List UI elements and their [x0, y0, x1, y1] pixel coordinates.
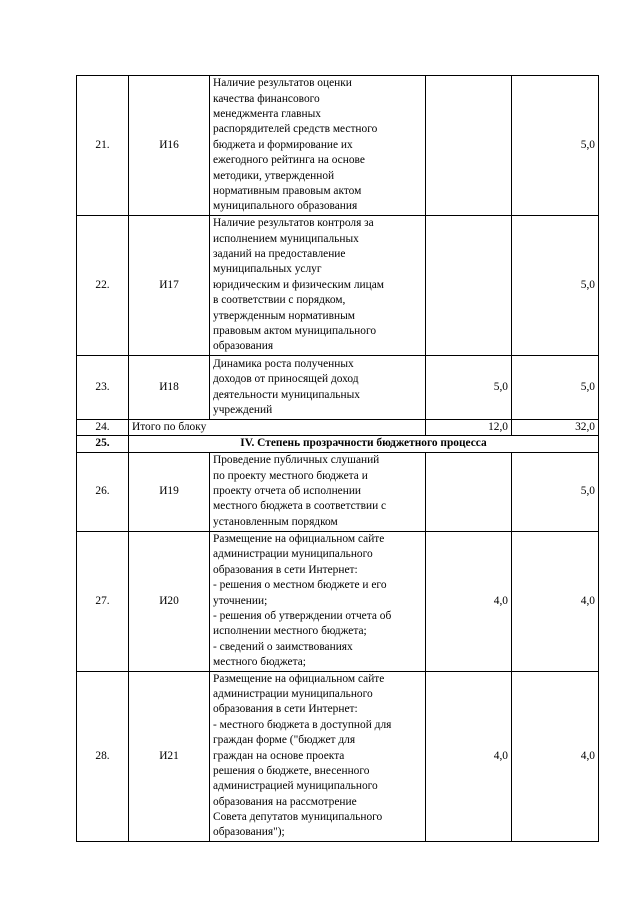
description-line: граждан форме ("бюджет для	[213, 734, 356, 747]
row-number: 24.	[77, 420, 129, 436]
description-line: деятельности муниципальных	[213, 388, 360, 401]
description-line: утвержденным нормативным	[213, 309, 355, 322]
value-col-1: 12,0	[426, 420, 512, 436]
description-line: исполнении местного бюджета;	[213, 625, 367, 638]
value-col-2: 32,0	[512, 420, 599, 436]
indicator-description	[210, 356, 426, 420]
indicator-code: И21	[129, 671, 210, 841]
description-line: Наличие результатов оценки	[213, 77, 352, 90]
row-number: 26.	[77, 452, 129, 531]
description-line: местного бюджета;	[213, 655, 306, 668]
indicator-description	[210, 76, 426, 216]
indicator-code: И18	[129, 356, 210, 420]
table-row	[77, 76, 599, 216]
description-line: образования	[213, 340, 274, 353]
description-line: методики, утвержденной	[213, 169, 335, 182]
table-row	[77, 531, 599, 671]
value-col-2: 5,0	[512, 76, 599, 216]
description-line: местного бюджета в соответствии с	[213, 500, 387, 513]
table-row	[77, 356, 599, 420]
indicator-description	[210, 216, 426, 356]
description-line: по проекту местного бюджета и	[213, 469, 368, 482]
description-line: администрации муниципального	[213, 548, 373, 561]
total-row	[77, 420, 599, 436]
description-line: - решения о местном бюджете и его	[213, 579, 387, 592]
description-line: распорядителей средств местного	[213, 123, 378, 136]
description-line: качества финансового	[213, 92, 320, 105]
description-line: граждан на основе проекта	[213, 749, 345, 762]
description-line: - местного бюджета в доступной для	[213, 718, 392, 731]
description-line: Размещение на официальном сайте	[213, 672, 385, 685]
description-line: правовым актом муниципального	[213, 324, 377, 337]
description-line: в соответствии с порядком,	[213, 294, 346, 307]
indicator-code: И19	[129, 452, 210, 531]
description-line: исполнением муниципальных	[213, 232, 359, 245]
indicator-table	[76, 75, 599, 842]
row-number: 27.	[77, 531, 129, 671]
description-line: нормативным правовым актом	[213, 184, 362, 197]
value-col-2: 5,0	[512, 216, 599, 356]
row-number: 21.	[77, 76, 129, 216]
description-line: - решения об утверждении отчета об	[213, 609, 392, 622]
description-line: Динамика роста полученных	[213, 357, 354, 370]
indicator-description	[210, 452, 426, 531]
table-row	[77, 216, 599, 356]
description-line: установленным порядком	[213, 515, 338, 528]
description-line: администрацией муниципального	[213, 780, 378, 793]
value-col-1: 5,0	[426, 356, 512, 420]
description-line: Наличие результатов контроля за	[213, 217, 374, 230]
value-col-1	[426, 452, 512, 531]
description-line: юридическим и физическим лицам	[213, 278, 384, 291]
indicator-code: И20	[129, 531, 210, 671]
indicator-description	[210, 531, 426, 671]
row-number: 23.	[77, 356, 129, 420]
table-row	[77, 671, 599, 841]
value-col-1: 4,0	[426, 531, 512, 671]
description-line: заданий на предоставление	[213, 248, 346, 261]
description-line: проекту отчета об исполнении	[213, 485, 362, 498]
description-line: Совета депутатов муниципального	[213, 810, 383, 823]
description-line: образования");	[213, 826, 285, 839]
description-line: образования в сети Интернет:	[213, 563, 358, 576]
value-col-2: 4,0	[512, 671, 599, 841]
value-col-2: 4,0	[512, 531, 599, 671]
section-title: IV. Степень прозрачности бюджетного процесса	[129, 436, 599, 452]
description-line: - сведений о заимствованиях	[213, 640, 353, 653]
description-line: менеджмента главных	[213, 108, 321, 121]
description-line: бюджета и формирование их	[213, 138, 353, 151]
value-col-1	[426, 76, 512, 216]
row-number: 28.	[77, 671, 129, 841]
description-line: доходов от приносящей доход	[213, 373, 359, 386]
description-line: Проведение публичных слушаний	[213, 454, 380, 467]
description-line: ежегодного рейтинга на основе	[213, 154, 365, 167]
row-number: 25.	[77, 436, 129, 452]
indicator-code: И17	[129, 216, 210, 356]
value-col-1	[426, 216, 512, 356]
table-row	[77, 452, 599, 531]
value-col-1: 4,0	[426, 671, 512, 841]
description-line: образования в сети Интернет:	[213, 703, 358, 716]
description-line: администрации муниципального	[213, 688, 373, 701]
indicator-description	[210, 671, 426, 841]
section-header-row	[77, 436, 599, 452]
row-number: 22.	[77, 216, 129, 356]
value-col-2: 5,0	[512, 356, 599, 420]
description-line: образования на рассмотрение	[213, 795, 357, 808]
total-label: Итого по блоку	[129, 420, 426, 436]
description-line: Размещение на официальном сайте	[213, 533, 385, 546]
indicator-code: И16	[129, 76, 210, 216]
description-line: учреждений	[213, 403, 273, 416]
description-line: уточнении;	[213, 594, 268, 607]
description-line: муниципальных услуг	[213, 263, 322, 276]
description-line: решения о бюджете, внесенного	[213, 764, 370, 777]
description-line: муниципального образования	[213, 200, 358, 213]
value-col-2: 5,0	[512, 452, 599, 531]
